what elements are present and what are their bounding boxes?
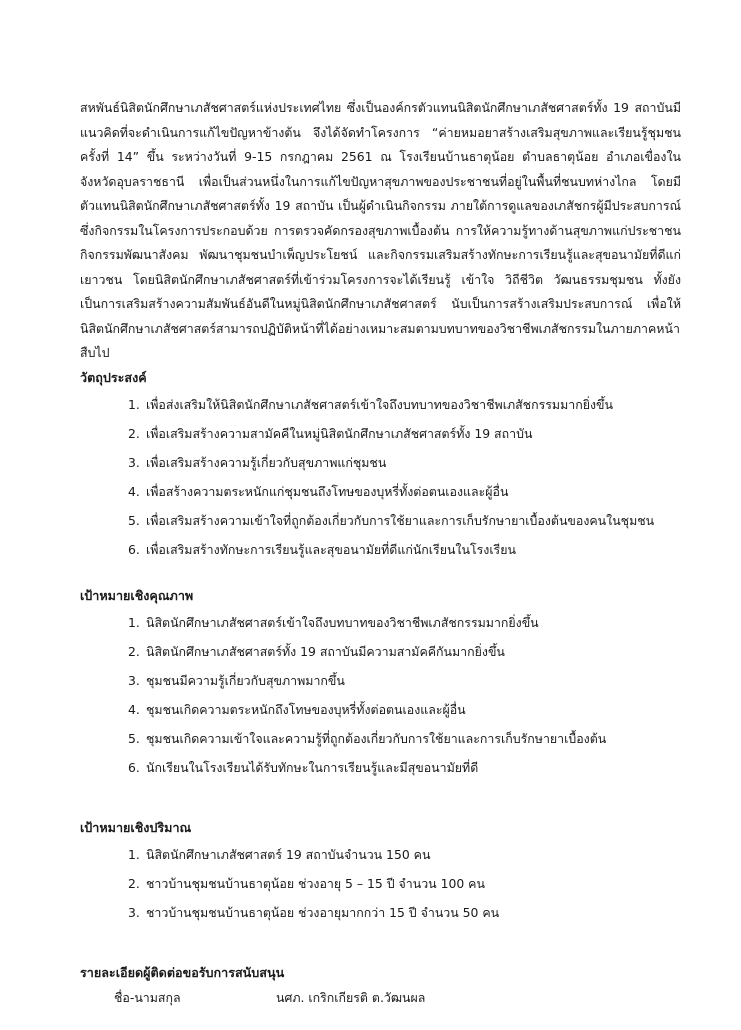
list-item: 4. เพื่อสร้างความตระหนักแก่ชุมชนถึงโทษของบุหรี่ทั้งต่อตนเองและผู้อื่น (128, 483, 509, 499)
quantity-goals-heading: เป้าหมายเชิงปริมาณ (80, 819, 192, 835)
objectives-list (80, 390, 681, 564)
list-item: 2. เพื่อเสริมสร้างความสามัคคีในหมู่นิสิตนักศึกษาเภสัชศาสตร์ทั้ง 19 สถาบัน (128, 425, 533, 441)
list-item: 1. เพื่อส่งเสริมให้นิสิตนักศึกษาเภสัชศาสตร์เข้าใจถึงบทบาทของวิชาชีพเภสัชกรรมมากยิ่งขึ้น (128, 396, 613, 412)
contact-name-row (80, 985, 681, 1011)
list-item: 3. ชุมชนมีความรู้เกี่ยวกับสุขภาพมากขึ้น (128, 672, 345, 688)
quantity-goals-list (80, 840, 681, 927)
quality-goals-list (80, 608, 681, 782)
list-item: 1. นิสิตนักศึกษาเภสัชศาสตร์ 19 สถาบันจำนวน 150 คน (128, 846, 431, 862)
list-item: 5. ชุมชนเกิดความเข้าใจและความรู้ที่ถูกต้องเกี่ยวกับการใช้ยาและการเก็บรักษายาเบื้องต้น (128, 730, 607, 746)
list-item: 2. นิสิตนักศึกษาเภสัชศาสตร์ทั้ง 19 สถาบันมีความสามัคคีกันมากยิ่งขึ้น (128, 643, 505, 659)
intro-paragraph: สหพันธ์นิสิตนักศึกษาเภสัชศาสตร์แห่งประเทศไทย ซึ่งเป็นองค์กรตัวแทนนิสิตนักศึกษาเภสัชศาสตร์ทั้ง 19 สถาบันมีแนวคิดที่จะดำเนินการแก้ไขปัญหาข้างต้น จึงได้จัดทำโครงการ “ค่ายหมอยาสร้างเสริมสุขภาพและเรียนรู้ชุมชน ครั้งที่ 14” ขึ้น ระหว่างวันที่ 9-15 กรกฎาคม 2561 ณ โรงเรียนบ้านธาตุน้อย ตำบลธาตุน้อย อำเภอเขื่องใน จังหวัดอุบลราชธานี เพื่อเป็นส่วนหนึ่งในการแก้ไขปัญหาสุขภาพของประชาชนที่อยู่ในพื้นที่ชนบทห่างไกล โดยมีตัวแทนนิสิตนักศึกษาเภสัชศาสตร์ทั้ง 19 สถาบัน เป็นผู้ดำเนินกิจกรรม ภายใต้การดูแลของเภสัชกรผู้มีประสบการณ์ ซึ่งกิจกรรมในโครงการประกอบด้วย การตรวจคัดกรองสุขภาพเบื้องต้น การให้ความรู้ทางด้านสุขภาพแก่ประชาชน กิจกรรมพัฒนาสังคม พัฒนาชุมชนบำเพ็ญประโยชน์ และกิจกรรมเสริมสร้างทักษะการเรียนรู้และสุขอนามัยที่ดีแก่เยาวชน โดยนิสิตนักศึกษาเภสัชศาสตร์ที่เข้าร่วมโครงการจะได้เรียนรู้ เข้าใจ วิถีชีวิต วัฒนธรรมชุมชน ทั้งยังเป็นการเสริมสร้างความสัมพันธ์อันดีในหมู่นิสิตนักศึกษาเภสัชศาสตร์ นับเป็นการสร้างเสริมประสบการณ์ เพื่อให้นิสิตนักศึกษาเภสัชศาสตร์สามารถปฏิบัติหน้าที่ได้อย่างเหมาะสมตามบทบาทของวิชาชีพเภสัชกรรมในภายภาคหน้าสืบไป (80, 100, 681, 360)
list-item: 4. ชุมชนเกิดความตระหนักถึงโทษของบุหรี่ทั้งต่อตนเองและผู้อื่น (128, 701, 466, 717)
contact-heading: รายละเอียดผู้ติดต่อขอรับการสนับสนุน (80, 964, 285, 980)
contact-name-label: ชื่อ-นามสกุล (114, 989, 181, 1005)
list-item: 6. เพื่อเสริมสร้างทักษะการเรียนรู้และสุขอนามัยที่ดีแก่นักเรียนในโรงเรียน (128, 541, 516, 557)
objectives-heading: วัตถุประสงค์ (80, 369, 147, 385)
list-item: 5. เพื่อเสริมสร้างความเข้าใจที่ถูกต้องเกี่ยวกับการใช้ยาและการเก็บรักษายาเบื้องต้นของคนในชุมชน (128, 512, 655, 528)
list-item: 3. ชาวบ้านชุมชนบ้านธาตุน้อย ช่วงอายุมากกว่า 15 ปี จำนวน 50 คน (128, 904, 500, 920)
list-item: 2. ชาวบ้านชุมชนบ้านธาตุน้อย ช่วงอายุ 5 – 15 ปี จำนวน 100 คน (128, 875, 485, 891)
contact-name-value: นศภ. เกริกเกียรติ ต.วัฒนผล (276, 989, 426, 1005)
list-item: 1. นิสิตนักศึกษาเภสัชศาสตร์เข้าใจถึงบทบาทของวิชาชีพเภสัชกรรมมากยิ่งขึ้น (128, 614, 539, 630)
list-item: 3. เพื่อเสริมสร้างความรู้เกี่ยวกับสุขภาพแก่ชุมชน (128, 454, 387, 470)
quality-goals-heading: เป้าหมายเชิงคุณภาพ (80, 587, 194, 603)
list-item: 6. นักเรียนในโรงเรียนได้รับทักษะในการเรียนรู้และมีสุขอนามัยที่ดี (128, 759, 479, 775)
